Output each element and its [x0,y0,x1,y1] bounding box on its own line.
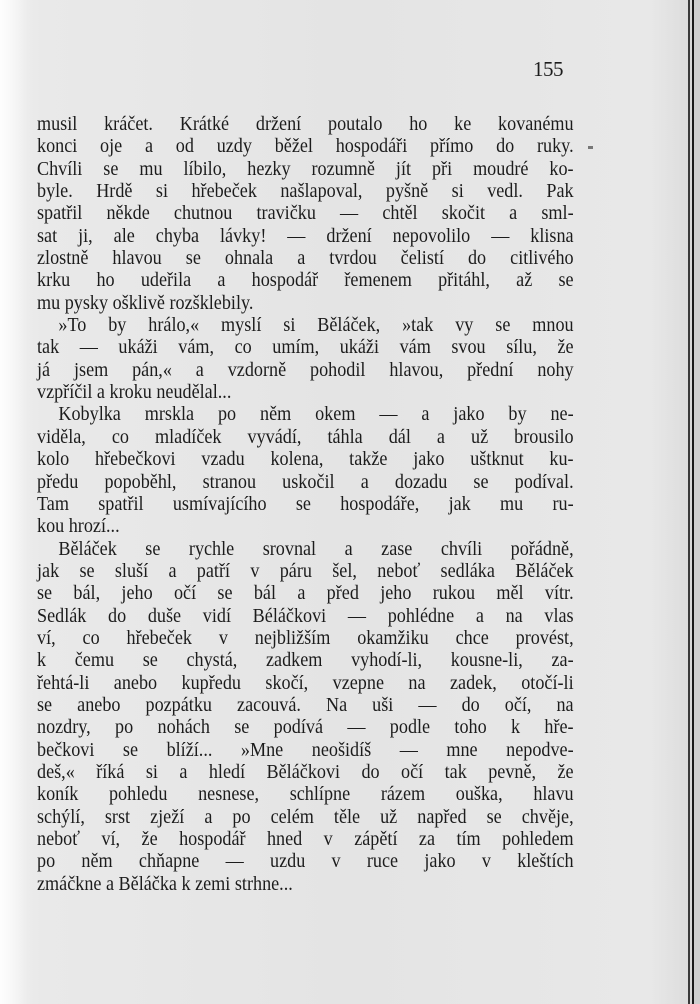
text-line: byle. Hrdě si hřebeček našlapoval, pyšně si vedl. Pak [37,181,574,203]
text-line: zmáčkne a Běláčka k zemi strhne... [37,873,293,895]
text-line: spatřil někde chutnou travičku — chtěl skočit a sml- [37,203,574,225]
text-line: kou hrozí... [37,516,120,538]
text-line: zlostně hlavou se ohnala a tvrdou čelistí do citlivého [37,248,574,270]
text-line: Kobylka mrskla po něm okem — a jako by ne- [58,404,574,426]
text-line: se bál, jeho očí se bál a před jeho rukou měl vítr. [37,583,574,605]
page-edge-border [688,0,700,1004]
text-line: krku ho udeřila a hospodář řemenem přitáhl, až se [37,270,574,292]
text-line: bečkovi se blíží... »Mne neošidíš — mne nepodve- [37,739,574,761]
text-line: Tam spatřil usmívajícího se hospodáře, jak mu ru- [37,493,574,515]
text-line: nozdry, po nohách se podívá — podle toho k hře- [37,717,574,739]
text-line: ví, co hřebeček v nejbližším okamžiku chce provést, [37,627,574,649]
page-gutter-shadow [0,0,28,1004]
text-line: musil kráčet. Krátké držení poutalo ho ke kovanému [37,114,574,135]
text-line: schýlí, srst zježí a po celém těle už napřed se chvěje, [37,806,574,828]
text-line: mu pysky ošklivě rozšklebily. [37,292,254,314]
text-line: k čemu se chystá, zadkem vyhodí-li, kousne-li, za- [37,650,574,672]
text-line: deš,« říká si a hledí Běláčkovi do očí tak pevně, že [37,761,574,783]
body-text [37,114,574,896]
text-line: koník pohledu nesnese, schlípne rázem ouška, hlavu [37,784,574,806]
page-number: 155 [533,57,563,81]
text-line: sat ji, ale chyba lávky! — držení nepovolilo — klisna [37,225,574,247]
text-line: viděla, co mladíček vyvádí, táhla dál a už brousilo [37,426,574,448]
text-line: Běláček se rychle srovnal a zase chvíli pořádně, [58,538,574,560]
text-line: tak — ukáži vám, co umím, ukáži vám svou sílu, že [37,337,574,359]
text-line: se anebo pozpátku zacouvá. Na uši — do očí, na [37,694,574,716]
text-line: »To by hrálo,« myslí si Běláček, »tak vy se mnou [58,315,574,337]
text-line: kolo hřebečkovi vzadu kolena, takže jako uštknut ku- [37,449,574,471]
text-line: Sedlák do duše vidí Béláčkovi — pohlédne a na vlas [37,605,574,627]
text-line: neboť ví, že hospodář hned v zápětí za tím pohledem [37,829,574,850]
text-line: řehtá-li anebo kupředu skočí, vzepne na zadek, otočí-li [37,672,574,694]
text-line: předu popoběhl, stranou uskočil a dozadu se podíval. [37,471,574,493]
text-line: já jsem pán,« a vzdorně pohodil hlavou, přední nohy [37,359,574,381]
text-line: Chvíli se mu líbilo, hezky rozumně jít při moudré ko- [37,158,574,180]
print-speck [588,146,593,149]
text-line: po něm chňapne — uzdu v ruce jako v kleštích [37,851,574,873]
text-line: jak se sluší a patří v páru šel, neboť sedláka Běláček [37,560,574,582]
text-line: vzpříčil a kroku neudělal... [37,382,232,404]
text-line: konci oje a od uzdy běžel hospodáři přímo do ruky. [37,136,574,158]
